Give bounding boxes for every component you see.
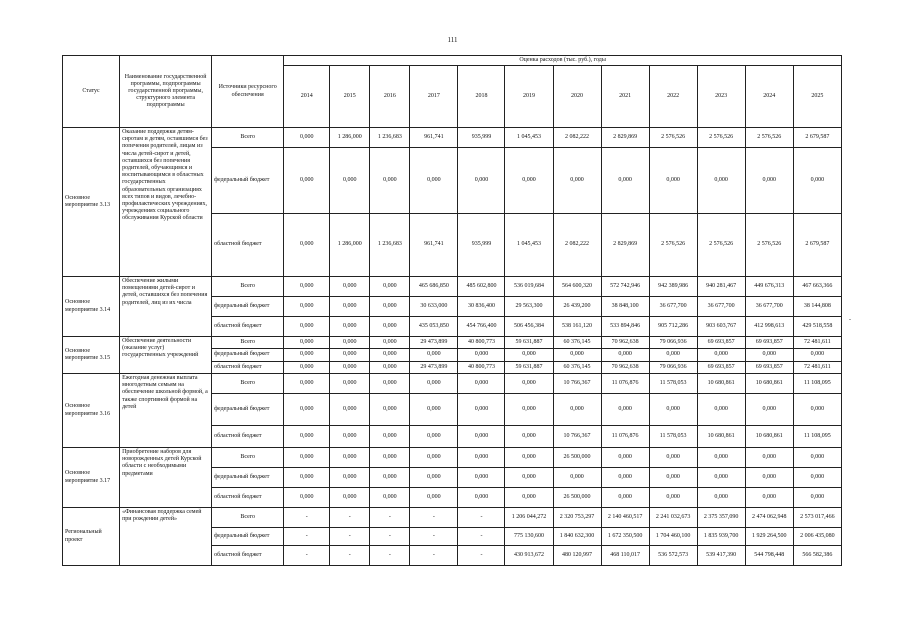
value-cell: - [370, 508, 410, 528]
value-cell: 454 766,400 [458, 317, 505, 337]
value-cell: 0,000 [649, 148, 697, 214]
row-source: Всего [212, 128, 284, 148]
value-cell: 430 913,672 [505, 546, 553, 566]
value-cell: 0,000 [601, 349, 649, 362]
value-cell: 775 130,600 [505, 528, 553, 546]
value-cell: 2 576,526 [697, 214, 745, 277]
value-cell: 903 603,767 [697, 317, 745, 337]
value-cell: 429 518,558 [793, 317, 841, 337]
value-cell: 2 375 357,090 [697, 508, 745, 528]
value-cell: 0,000 [284, 317, 330, 337]
value-cell: 2 576,526 [745, 214, 793, 277]
value-cell: 0,000 [458, 426, 505, 448]
header-source: Источники ресурсного обеспечения [212, 56, 284, 128]
header-year: 2018 [458, 66, 505, 128]
value-cell: 0,000 [697, 488, 745, 508]
value-cell: 2 082,222 [553, 128, 601, 148]
value-cell: 961,741 [410, 214, 458, 277]
value-cell: 1 045,453 [505, 214, 553, 277]
value-cell: 10 680,861 [745, 374, 793, 394]
value-cell: 0,000 [330, 394, 370, 426]
value-cell: 0,000 [370, 374, 410, 394]
value-cell: 0,000 [370, 349, 410, 362]
value-cell: 905 712,286 [649, 317, 697, 337]
value-cell: 485 602,800 [458, 277, 505, 297]
value-cell: 0,000 [284, 394, 330, 426]
value-cell: 0,000 [745, 148, 793, 214]
value-cell: 29 473,899 [410, 362, 458, 374]
value-cell: 0,000 [697, 448, 745, 468]
value-cell: 1 835 939,700 [697, 528, 745, 546]
value-cell: 11 578,053 [649, 374, 697, 394]
row-name: Оказание поддержки детям-сиротам и детям, оставшимся без попечения родителей, лицам из числа детей-сирот и детей, оставшихся без попечения родителей, обучающимся и воспитывающимся в областных государственных образовательных организациях всех типов и видов, лечебно-профилактических учреждениях, учреждениях социального обслуживания Курской области [120, 128, 212, 277]
value-cell: 0,000 [410, 349, 458, 362]
value-cell: 0,000 [330, 148, 370, 214]
header-year: 2020 [553, 66, 601, 128]
row-source: Всего [212, 337, 284, 349]
value-cell: 538 161,120 [553, 317, 601, 337]
table-row [63, 508, 842, 528]
value-cell: 564 600,320 [553, 277, 601, 297]
value-cell: 0,000 [793, 468, 841, 488]
value-cell: - [458, 508, 505, 528]
value-cell: 2 829,869 [601, 128, 649, 148]
value-cell: 0,000 [793, 349, 841, 362]
value-cell: 0,000 [284, 374, 330, 394]
value-cell: 26 500,000 [553, 448, 601, 468]
header-year: 2019 [505, 66, 553, 128]
value-cell: 1 704 460,100 [649, 528, 697, 546]
value-cell: 544 798,448 [745, 546, 793, 566]
header-year: 2022 [649, 66, 697, 128]
value-cell: 536 572,573 [649, 546, 697, 566]
value-cell: 69 693,857 [697, 337, 745, 349]
value-cell: 2 679,587 [793, 214, 841, 277]
table-row [63, 337, 842, 349]
header-year: 2025 [793, 66, 841, 128]
value-cell: 0,000 [330, 374, 370, 394]
value-cell: - [370, 528, 410, 546]
value-cell: 0,000 [410, 394, 458, 426]
row-source: Всего [212, 448, 284, 468]
value-cell: - [458, 528, 505, 546]
value-cell: 942 389,986 [649, 277, 697, 297]
value-cell: 0,000 [649, 468, 697, 488]
row-name: Ежегодная денежная выплата многодетным семьям на обеспечение школьной формой, а также спортивной формой на детей [120, 374, 212, 448]
value-cell: 0,000 [330, 448, 370, 468]
value-cell: 0,000 [745, 448, 793, 468]
value-cell: 0,000 [330, 488, 370, 508]
value-cell: 0,000 [505, 488, 553, 508]
value-cell: 940 281,467 [697, 277, 745, 297]
value-cell: 0,000 [284, 349, 330, 362]
value-cell: 70 962,638 [601, 337, 649, 349]
value-cell: 0,000 [745, 468, 793, 488]
value-cell: 0,000 [370, 488, 410, 508]
row-source: Всего [212, 508, 284, 528]
row-source: областной бюджет [212, 546, 284, 566]
value-cell: 2 082,222 [553, 214, 601, 277]
header-estimate: Оценка расходов (тыс. руб.), годы [284, 56, 842, 66]
value-cell: 36 677,700 [649, 297, 697, 317]
value-cell: 0,000 [458, 374, 505, 394]
table-row [63, 277, 842, 297]
value-cell: 0,000 [649, 448, 697, 468]
header-year: 2014 [284, 66, 330, 128]
value-cell: 0,000 [370, 148, 410, 214]
value-cell: 0,000 [284, 128, 330, 148]
row-source: федеральный бюджет [212, 349, 284, 362]
value-cell: 0,000 [284, 148, 330, 214]
value-cell: 0,000 [505, 426, 553, 448]
header-status: Статус [63, 56, 120, 128]
row-status: Основное мероприятие 3.15 [63, 337, 120, 374]
value-cell: 2 679,587 [793, 128, 841, 148]
value-cell: 30 633,000 [410, 297, 458, 317]
value-cell: 0,000 [697, 468, 745, 488]
value-cell: 961,741 [410, 128, 458, 148]
value-cell: 2 320 753,297 [553, 508, 601, 528]
value-cell: 0,000 [505, 349, 553, 362]
value-cell: 0,000 [793, 448, 841, 468]
value-cell: 0,000 [284, 362, 330, 374]
value-cell: 0,000 [410, 374, 458, 394]
value-cell: - [330, 528, 370, 546]
value-cell: 2 140 460,517 [601, 508, 649, 528]
value-cell: 60 376,145 [553, 337, 601, 349]
row-source: областной бюджет [212, 317, 284, 337]
value-cell: 2 576,526 [649, 214, 697, 277]
value-cell: 0,000 [553, 394, 601, 426]
value-cell: 26 439,200 [553, 297, 601, 317]
value-cell: - [458, 546, 505, 566]
value-cell: 0,000 [601, 488, 649, 508]
value-cell: 0,000 [458, 148, 505, 214]
value-cell: 11 108,095 [793, 426, 841, 448]
value-cell: 2 241 032,673 [649, 508, 697, 528]
value-cell: 480 120,997 [553, 546, 601, 566]
value-cell: 40 800,773 [458, 337, 505, 349]
row-source: федеральный бюджет [212, 528, 284, 546]
value-cell: 0,000 [410, 488, 458, 508]
value-cell: 0,000 [284, 337, 330, 349]
row-source: федеральный бюджет [212, 148, 284, 214]
value-cell: 539 417,390 [697, 546, 745, 566]
row-status: Основное мероприятие 3.17 [63, 448, 120, 508]
row-source: областной бюджет [212, 488, 284, 508]
value-cell: 2 474 062,948 [745, 508, 793, 528]
value-cell: 11 108,095 [793, 374, 841, 394]
value-cell: 79 066,936 [649, 337, 697, 349]
row-status: Основное мероприятие 3.13 [63, 128, 120, 277]
value-cell: 0,000 [793, 148, 841, 214]
value-cell: 30 836,400 [458, 297, 505, 317]
value-cell: 0,000 [284, 488, 330, 508]
value-cell: 2 573 017,466 [793, 508, 841, 528]
budget-table [62, 55, 842, 566]
row-status: Основное мероприятие 3.14 [63, 277, 120, 337]
row-name: Обеспечение деятельности (оказание услуг) государственных учреждений [120, 337, 212, 374]
value-cell: 11 076,876 [601, 426, 649, 448]
table-row [63, 374, 842, 394]
value-cell: 1 672 350,500 [601, 528, 649, 546]
table-row [63, 128, 842, 148]
header-name: Наименование государственной программы, подпрограммы государственной программы, структурного элемента подпрограммы [120, 56, 212, 128]
value-cell: 0,000 [697, 349, 745, 362]
table-row [63, 448, 842, 468]
value-cell: 0,000 [697, 394, 745, 426]
value-cell: 0,000 [458, 488, 505, 508]
value-cell: 0,000 [505, 448, 553, 468]
row-source: федеральный бюджет [212, 468, 284, 488]
value-cell: 10 680,861 [697, 374, 745, 394]
value-cell: - [330, 546, 370, 566]
value-cell: 0,000 [330, 426, 370, 448]
row-source: Всего [212, 277, 284, 297]
value-cell: 0,000 [330, 317, 370, 337]
value-cell: - [330, 508, 370, 528]
value-cell: 0,000 [284, 297, 330, 317]
value-cell: 1 206 044,272 [505, 508, 553, 528]
header-year: 2023 [697, 66, 745, 128]
value-cell: 0,000 [330, 277, 370, 297]
value-cell: 435 053,850 [410, 317, 458, 337]
value-cell: 572 742,946 [601, 277, 649, 297]
row-name: Приобретение наборов для новорожденных детей Курской области с необходимыми предметами [120, 448, 212, 508]
value-cell: 0,000 [505, 468, 553, 488]
value-cell: - [370, 546, 410, 566]
value-cell: 0,000 [601, 468, 649, 488]
row-name: «Финансовая поддержка семей при рождении детей» [120, 508, 212, 566]
value-cell: 0,000 [601, 448, 649, 468]
value-cell: 2 006 435,080 [793, 528, 841, 546]
row-source: областной бюджет [212, 426, 284, 448]
value-cell: 0,000 [330, 349, 370, 362]
row-status: Основное мероприятие 3.16 [63, 374, 120, 448]
value-cell: 0,000 [370, 448, 410, 468]
header-year: 2016 [370, 66, 410, 128]
value-cell: 0,000 [601, 394, 649, 426]
value-cell: 36 677,700 [697, 297, 745, 317]
value-cell: 506 456,384 [505, 317, 553, 337]
page-number: 111 [447, 36, 458, 44]
value-cell: 69 693,857 [697, 362, 745, 374]
value-cell: - [284, 508, 330, 528]
value-cell: 0,000 [793, 394, 841, 426]
value-cell: 0,000 [370, 468, 410, 488]
value-cell: 11 076,876 [601, 374, 649, 394]
value-cell: 38 848,100 [601, 297, 649, 317]
value-cell: 10 680,861 [745, 426, 793, 448]
value-cell: 2 576,526 [697, 128, 745, 148]
value-cell: 26 500,000 [553, 488, 601, 508]
value-cell: 0,000 [458, 468, 505, 488]
value-cell: 0,000 [284, 426, 330, 448]
value-cell: 0,000 [330, 337, 370, 349]
value-cell: - [284, 528, 330, 546]
value-cell: 10 766,367 [553, 426, 601, 448]
value-cell: 79 066,936 [649, 362, 697, 374]
value-cell: 0,000 [330, 362, 370, 374]
value-cell: - [410, 528, 458, 546]
value-cell: 2 576,526 [649, 128, 697, 148]
value-cell: 29 563,300 [505, 297, 553, 317]
value-cell: 566 582,386 [793, 546, 841, 566]
value-cell: 0,000 [505, 148, 553, 214]
value-cell: 0,000 [284, 468, 330, 488]
value-cell: 0,000 [505, 374, 553, 394]
value-cell: 935,999 [458, 128, 505, 148]
value-cell: 0,000 [745, 349, 793, 362]
row-source: федеральный бюджет [212, 297, 284, 317]
value-cell: 2 576,526 [745, 128, 793, 148]
value-cell: 0,000 [370, 426, 410, 448]
value-cell: - [284, 546, 330, 566]
value-cell: 1 929 264,500 [745, 528, 793, 546]
value-cell: 69 693,857 [745, 337, 793, 349]
value-cell: 0,000 [793, 488, 841, 508]
value-cell: 72 481,611 [793, 362, 841, 374]
value-cell: 0,000 [553, 349, 601, 362]
value-cell: 0,000 [505, 394, 553, 426]
row-source: федеральный бюджет [212, 394, 284, 426]
value-cell: 0,000 [410, 426, 458, 448]
value-cell: 0,000 [370, 337, 410, 349]
value-cell: 1 236,683 [370, 214, 410, 277]
row-source: Всего [212, 374, 284, 394]
value-cell: 0,000 [553, 148, 601, 214]
value-cell: 10 680,861 [697, 426, 745, 448]
value-cell: 2 829,869 [601, 214, 649, 277]
value-cell: 0,000 [745, 394, 793, 426]
value-cell: 467 663,366 [793, 277, 841, 297]
value-cell: 533 894,846 [601, 317, 649, 337]
row-source: областной бюджет [212, 362, 284, 374]
value-cell: 70 962,638 [601, 362, 649, 374]
value-cell: 1 286,000 [330, 214, 370, 277]
value-cell: 465 686,850 [410, 277, 458, 297]
value-cell: 1 236,683 [370, 128, 410, 148]
row-source: областной бюджет [212, 214, 284, 277]
value-cell: 935,999 [458, 214, 505, 277]
row-status: Региональный проект [63, 508, 120, 566]
value-cell: 0,000 [370, 277, 410, 297]
value-cell: 72 481,611 [793, 337, 841, 349]
value-cell: 29 473,899 [410, 337, 458, 349]
value-cell: 0,000 [697, 148, 745, 214]
value-cell: 0,000 [601, 148, 649, 214]
value-cell: 536 019,684 [505, 277, 553, 297]
value-cell: 0,000 [370, 297, 410, 317]
value-cell: 40 800,773 [458, 362, 505, 374]
value-cell: 0,000 [458, 448, 505, 468]
value-cell: 412 998,613 [745, 317, 793, 337]
value-cell: 36 677,700 [745, 297, 793, 317]
value-cell: 0,000 [649, 349, 697, 362]
header-year: 2017 [410, 66, 458, 128]
value-cell: 1 045,453 [505, 128, 553, 148]
header-year: 2024 [745, 66, 793, 128]
value-cell: 0,000 [410, 148, 458, 214]
value-cell: 0,000 [649, 394, 697, 426]
value-cell: 468 110,017 [601, 546, 649, 566]
value-cell: 60 376,145 [553, 362, 601, 374]
value-cell: 0,000 [284, 277, 330, 297]
value-cell: 0,000 [284, 448, 330, 468]
value-cell: 0,000 [649, 488, 697, 508]
value-cell: 1 286,000 [330, 128, 370, 148]
value-cell: 10 766,367 [553, 374, 601, 394]
value-cell: 0,000 [458, 349, 505, 362]
row-name: Обеспечение жилыми помещениями детей-сирот и детей, оставшихся без попечения родителей, лиц из их числа [120, 277, 212, 337]
value-cell: 0,000 [410, 468, 458, 488]
header-year: 2015 [330, 66, 370, 128]
value-cell: 0,000 [370, 362, 410, 374]
value-cell: 0,000 [410, 448, 458, 468]
value-cell: 0,000 [553, 468, 601, 488]
value-cell: 38 144,808 [793, 297, 841, 317]
header-year: 2021 [601, 66, 649, 128]
value-cell: 0,000 [370, 394, 410, 426]
margin-mark: - [849, 317, 851, 323]
value-cell: - [410, 508, 458, 528]
value-cell: 0,000 [284, 214, 330, 277]
value-cell: 449 676,313 [745, 277, 793, 297]
value-cell: 0,000 [458, 394, 505, 426]
value-cell: 59 631,887 [505, 337, 553, 349]
value-cell: - [410, 546, 458, 566]
value-cell: 11 578,053 [649, 426, 697, 448]
value-cell: 0,000 [330, 297, 370, 317]
value-cell: 0,000 [745, 488, 793, 508]
value-cell: 0,000 [370, 317, 410, 337]
value-cell: 69 693,857 [745, 362, 793, 374]
value-cell: 0,000 [330, 468, 370, 488]
value-cell: 1 840 632,300 [553, 528, 601, 546]
value-cell: 59 631,887 [505, 362, 553, 374]
